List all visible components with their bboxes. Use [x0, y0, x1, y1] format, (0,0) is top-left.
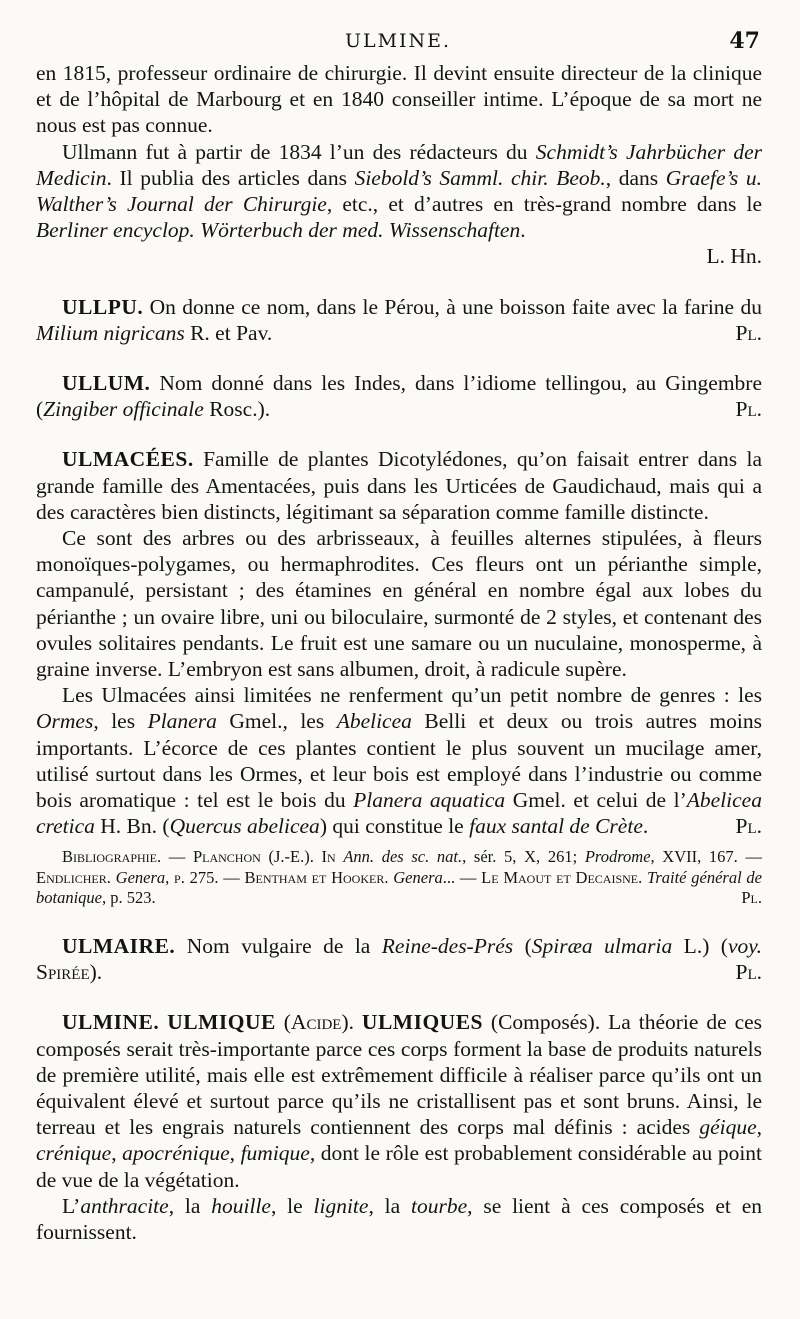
text-run: Gmel. et celui de l’ — [505, 788, 687, 813]
text-run: , XVII, 167. — Endlicher. — [36, 847, 762, 887]
italic-text: Schmidt’s Jahrbücher der Medicin — [36, 139, 763, 190]
text-run: , la — [368, 1193, 411, 1218]
text-run: L.) ( — [672, 933, 728, 958]
text-run: Ullmann fut à partir de 1834 l’un des rédacteurs du — [62, 139, 536, 164]
paragraph-ulmine-fuels — [36, 1193, 762, 1245]
text-run: Nom donné dans les Indes, dans l’idiome tellingou, au Gingembre ( — [36, 371, 762, 422]
italic-text: Reine-des-Prés — [381, 933, 514, 958]
italic-text: Ann. des sc. nat. — [343, 847, 463, 867]
text-run: L. Hn. — [706, 244, 762, 269]
text-run: ( — [513, 933, 532, 958]
text-run: H. Bn. ( — [94, 814, 170, 839]
text-run: , se lient à ces composés et en fournissent. — [36, 1193, 762, 1245]
italic-text: Quercus abelicea — [169, 814, 320, 839]
entry-ulmacees — [36, 446, 762, 525]
text-run: . Il publia des articles dans — [106, 165, 355, 190]
text-run: . — [642, 814, 649, 839]
text-run: Les Ulmacées ainsi limitées ne renferment qu’un petit nombre de genres : les — [62, 683, 762, 708]
italic-text: Genera — [393, 867, 443, 887]
entry-ulmaire — [36, 933, 762, 985]
running-title: ULMINE. — [344, 30, 452, 52]
page-number: 47 — [729, 28, 760, 54]
signature-pl: Pl. — [735, 320, 762, 345]
italic-text: géique — [699, 1115, 757, 1140]
text-column — [36, 60, 762, 1245]
paragraph-ullmann-bio-end — [36, 60, 762, 139]
italic-text: voy. — [727, 933, 762, 958]
text-run: Bibliographie. — [62, 847, 162, 867]
italic-text: Genera — [115, 867, 166, 887]
text-run: , — [229, 1141, 241, 1166]
headword-ullpu: ULLPU. — [62, 294, 144, 319]
italic-text: Traité général de botanique — [36, 867, 763, 908]
text-run: en 1815, professeur ordinaire de chirurgie. Il devint ensuite directeur de la clinique et de l’hôpital de Marbourg et en 1840 conseiller intime. L’époque de sa mort ne nous est pas connue. — [36, 61, 762, 138]
italic-text: crénique — [36, 1141, 112, 1166]
italic-text: Abelicea cretica — [36, 788, 762, 839]
text-run: Rosc.). — [203, 397, 271, 422]
headword-ulmique: ULMIQUE — [167, 1010, 276, 1035]
running-header — [36, 28, 760, 58]
signature-pl: Pl. — [735, 960, 762, 985]
italic-text: Siebold’s Samml. chir. Beob. — [354, 165, 606, 190]
italic-text: Abelicea — [336, 709, 412, 734]
headword-ulmine: ULMINE. — [62, 1010, 160, 1035]
text-run: , la — [168, 1193, 212, 1218]
paragraph-ulmacees-description: Ce sont des arbres ou des arbrisseaux, à feuilles alternes stipulées, à fleurs monoïques-polygames, ou hermaphrodites. Ces fleurs ont un périanthe simple, campanulé, persistant ; des étamines en général en nombre égal aux lobes du périanthe ; un ovaire libre, uni ou biloculaire, surmonté de 2 styles, et contenant des ovules solitaires pendants. Le fruit est une samare ou un nuculaine, monosperme, à graine inverse. L’embryon est sans albumen, droit, à radicule supère. — [36, 526, 762, 682]
signature-pl: Pl. — [735, 814, 762, 839]
italic-text: apocrénique — [122, 1141, 230, 1166]
italic-text: Planera aquatica — [353, 788, 506, 813]
text-run: , dans — [605, 165, 666, 190]
headword-ulmacees: ULMACÉES. — [62, 447, 194, 472]
text-run: On donne ce nom, dans le Pérou, à une boisson faite avec la farine du — [143, 294, 762, 319]
italic-text: Ormes — [36, 709, 94, 734]
text-run: Gmel., les — [216, 709, 337, 734]
italic-text: Graefe’s u. Walther’s Journal der Chirurgie — [36, 165, 762, 217]
text-run: , p. 275. — Bentham et Hooker. — [165, 867, 394, 887]
entry-ullpu — [36, 294, 762, 346]
text-run: (Acide). — [275, 1010, 362, 1035]
italic-text: tourbe — [411, 1193, 468, 1218]
italic-text: Milium nigricans — [36, 320, 185, 345]
italic-text: houille — [211, 1193, 271, 1218]
text-run: ) qui constitue le — [319, 814, 470, 839]
text-run: , dont le rôle est probablement considérable au point de vue de la végétation. — [36, 1141, 763, 1192]
text-run: (Composés). La théorie de ces composés serait très-importante parce ces corps forment la base de produits naturels de première utilité, mais elle est extrêmement difficile à réaliser parce qu’ils ont un équivalent élevé et surtout parce qu’ils ne cristallisent pas et sont bruns. Ainsi, le terreau et les engrais naturels contiennent des corps mal définis : acides — [36, 1010, 763, 1140]
paragraph-ullmann-works — [36, 139, 762, 244]
text-run: Spirée). — [36, 960, 103, 985]
headword-ulmiques: ULMIQUES — [361, 1010, 483, 1035]
text-run: , sér. 5, X, 261; — [462, 847, 585, 867]
italic-text: Spiræa ulmaria — [531, 933, 673, 958]
entry-ulmine — [36, 1009, 762, 1192]
signature-pl: Pl. — [735, 397, 762, 422]
headword-ullum: ULLUM. — [62, 371, 151, 396]
italic-text: Zingiber officinale — [43, 397, 204, 422]
text-run: — Planchon (J.-E.). In — [161, 847, 344, 867]
text-run: ... — Le Maout et Decaisne. — [442, 867, 648, 887]
text-run: , etc., et d’autres en très-grand nombre dans le — [326, 192, 762, 217]
italic-text: Planera — [147, 709, 217, 734]
italic-text: Prodrome — [584, 847, 651, 867]
italic-text: fumique — [240, 1141, 310, 1166]
text-run: R. et Pav. — [184, 320, 273, 345]
text-run: , les — [93, 709, 148, 734]
signature-l-hn — [36, 243, 762, 269]
italic-text: Berliner encyclop. Wörterbuch der med. Wissenschaften — [36, 218, 521, 243]
text-run: , le — [270, 1193, 314, 1218]
paragraph-ulmacees-genera — [36, 682, 762, 839]
italic-text: lignite — [313, 1193, 369, 1218]
text-run: , p. 523. — [102, 888, 156, 908]
signature-pl: Pl. — [741, 888, 762, 908]
headword-ulmaire: ULMAIRE. — [62, 933, 176, 958]
text-run: , — [111, 1141, 123, 1166]
text-run: Belli et deux ou trois autres moins importants. L’écorce de ces plantes contient le plus souvent un mucilage amer, utilisé surtout dans les Ormes, et leur bois est employé dans l’industrie ou comme bois aromatique : tel est le bois du — [36, 709, 762, 813]
text-run: . — [520, 218, 526, 243]
italic-text: anthracite — [80, 1193, 169, 1218]
text-run: Famille de plantes Dicotylédones, qu’on faisait entrer dans la grande famille des Amentacées, puis dans les Urticées de Gaudichaud, mais qui a des caractères bien distincts, légitimant sa séparation comme famille distincte. — [36, 447, 762, 524]
text-run: , — [756, 1115, 762, 1140]
text-run: Nom vulgaire de la — [175, 933, 382, 958]
italic-text: faux santal de Crète — [469, 814, 643, 839]
entry-ullum — [36, 370, 762, 422]
bibliography — [36, 847, 762, 909]
text-run: L’ — [62, 1193, 81, 1218]
